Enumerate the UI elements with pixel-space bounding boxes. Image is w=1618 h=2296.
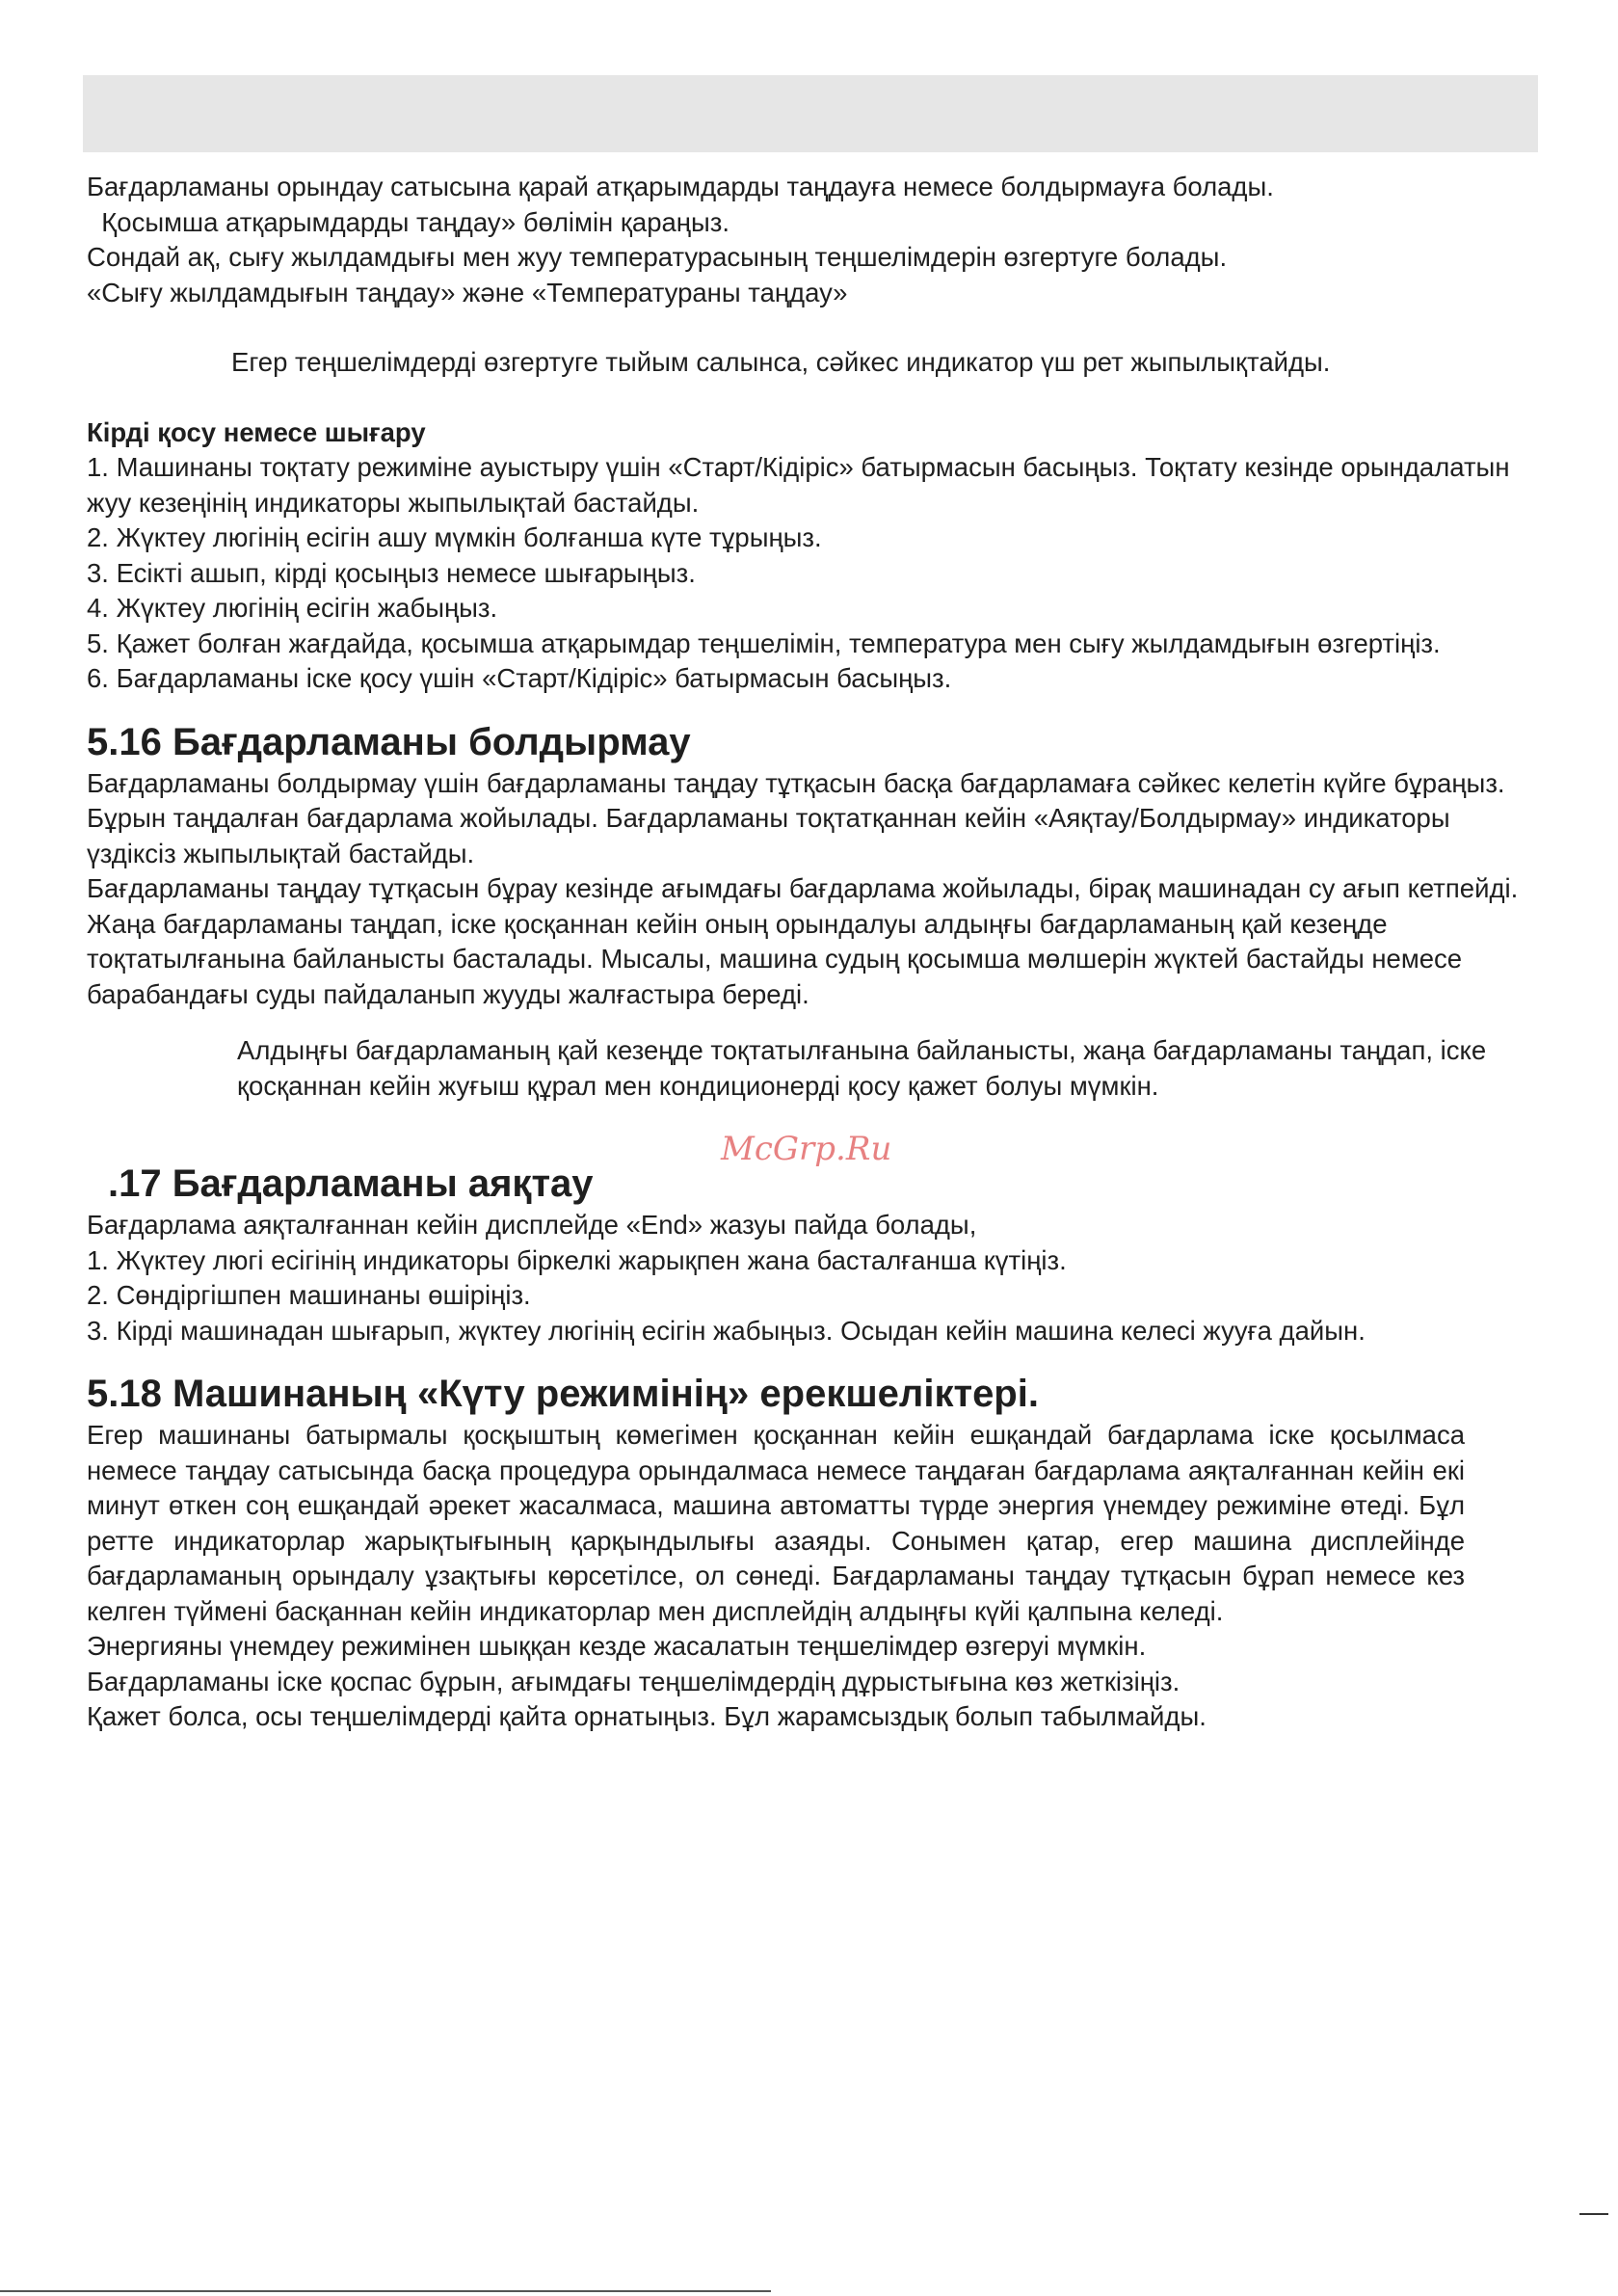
section-5-17-paragraph: Бағдарлама аяқталғаннан кейін дисплейде «End» жазуы пайда болады, [87,1210,977,1240]
section-5-17-step: 3. Кірді машинадан шығарып, жүктеу люгінің есігін жабыңыз. Осыдан кейін машина келесі жууға дайын. [87,1315,1366,1346]
intro-paragraph: Қосымша атқарымдарды таңдау» бөлімін қараңыз. [87,206,729,237]
laundry-step: 5. Қажет болған жағдайда, қосымша атқарымдар теңшелімін, температура мен сығу жылдамдығын өзгертіңіз. [87,627,1441,658]
page-content [87,170,1532,1735]
footer-line [0,2290,771,2292]
section-5-18-paragraph: Егер машинаны батырмалы қосқыштың көмегімен қосқаннан кейін ешқандай бағдарлама іске қосылмаса немесе таңдау сатысында басқа процедура орындалмаса немесе таңдаған бағдарлама аяқталғаннан кейін екі минут өткен соң ешқандай әрекет жасалмаса, машина автоматты түрде энергия үнемдеу режиміне өтеді. Бұл ретте индикаторлар жарықтығының қарқындылығы азаяды. Сонымен қатар, егер машина дисплейінде бағдарламаның орындалу ұзақтығы көрсетілсе, ол сөнеді. Бағдарламаны таңдау тұтқасын бұрап немесе кез келген түймені басқаннан кейін индикаторлар мен дисплейдің алдыңғы күйі қалпына келеді. [87,1420,1465,1626]
section-5-16-note: Алдыңғы бағдарламаның қай кезеңде тоқтатылғанына байланысты, жаңа бағдарламаны таңдап, іске қосқаннан кейін жуғыш құрал мен кондиционерді қосу қажет болуы мүмкін. [237,1035,1487,1101]
section-5-18-heading: 5.18 Машинаның «Күту режимінің» ерекшеліктері. [87,1373,1039,1415]
section-5-18-paragraph: Бағдарламаны іске қоспас бұрын, ағымдағы теңшелімдердің дұрыстығына көз жеткізіңіз. [87,1666,1180,1696]
section-5-17-step: 2. Сөндіргішпен машинаны өшіріңіз. [87,1280,531,1310]
laundry-step: 4. Жүктеу люгінің есігін жабыңыз. [87,593,498,623]
header-bar [83,75,1538,152]
section-5-18-paragraph: Энергияны үнемдеу режимінен шыққан кезде жасалатын теңшелімдер өзгеруі мүмкін. [87,1631,1147,1661]
section-5-16-heading: 5.16 Бағдарламаны болдырмау [87,720,691,763]
section-5-16-paragraph: Бағдарламаны таңдау тұтқасын бұрау кезінде ағымдағы бағдарлама жойылады, бірақ машинадан су ағып кетпейді. Жаңа бағдарламаны таңдап, іске қосқаннан кейін оның орындалуы алдыңғы бағдарламаның қай кезеңде тоқтатылғанына байланысты басталады. Мысалы, машина судың қосымша мөлшерін жүктей бастайды немесе барабандағы суды пайдаланып жууды жалғастыра береді. [87,873,1519,1009]
section-5-17-heading: .17 Бағдарламаны аяқтау [108,1162,594,1205]
laundry-step: 1. Машинаны тоқтату режиміне ауыстыру үшін «Старт/Кідіріс» батырмасын басыңыз. Тоқтату кезінде орындалатын жуу кезеңінің индикаторы жыпылықтай бастайды. [87,452,1510,518]
intro-note: Егер теңшелімдерді өзгертуге тыйым салынса, сәйкес индикатор үш рет жыпылықтайды. [231,347,1331,377]
laundry-heading: Кірді қосу немесе шығару [87,416,426,447]
section-5-16-paragraph: Бағдарламаны болдырмау үшін бағдарламаны таңдау тұтқасын басқа бағдарламаға сәйкес келетін күйге бұраңыз. Бұрын таңдалған бағдарлама жойылады. Бағдарламаны тоқтатқаннан кейін «Аяқтау/Болдырмау» индикаторы үздіксіз жыпылықтай бастайды. [87,767,1505,868]
intro-paragraph: Сондай ақ, сығу жылдамдығы мен жуу температурасының теңшелімдерін өзгертуге болады. [87,242,1228,272]
laundry-step: 6. Бағдарламаны іске қосу үшін «Старт/Кідіріс» батырмасын басыңыз. [87,663,952,693]
intro-paragraph: «Сығу жылдамдығын таңдау» және «Температураны таңдау» [87,277,848,307]
laundry-step: 2. Жүктеу люгінің есігін ашу мүмкін болғанша күте тұрыңыз. [87,522,822,552]
section-5-17-step: 1. Жүктеу люгі есігінің индикаторы біркелкі жарықпен жана басталғанша күтіңіз. [87,1244,1067,1275]
laundry-step: 3. Есікті ашып, кірді қосыңыз немесе шығарыңыз. [87,557,696,588]
intro-paragraph: Бағдарламаны орындау сатысына қарай атқарымдарды таңдауға немесе болдырмауға болады. [87,172,1274,201]
section-5-18-paragraph: Қажет болса, осы теңшелімдерді қайта орнатыңыз. Бұл жарамсыздық болып табылмайды. [87,1701,1207,1731]
watermark-logo: McGrp.Ru [721,1130,892,1168]
page-dash-mark [1579,2213,1608,2215]
